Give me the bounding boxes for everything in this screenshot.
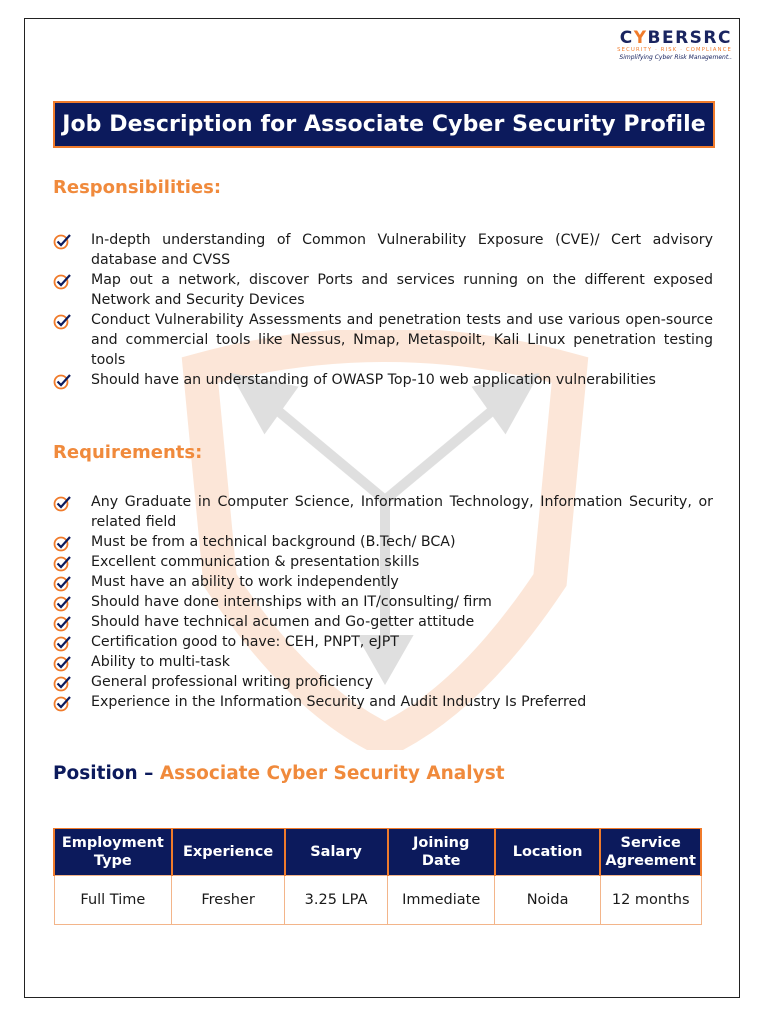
list-item xyxy=(53,572,713,592)
list-item xyxy=(53,692,713,712)
list-item xyxy=(53,652,713,672)
table-cell: Immediate xyxy=(388,876,495,925)
title-banner xyxy=(53,101,715,148)
checkmark-circle-icon xyxy=(53,574,73,592)
list-item xyxy=(53,672,713,692)
column-header: Location xyxy=(495,829,601,876)
checkmark-circle-icon xyxy=(53,554,73,572)
checkmark-circle-icon xyxy=(53,534,73,552)
list-item-text: Should have done internships with an IT/consulting/ firm xyxy=(91,594,492,610)
list-item-text: Any Graduate in Computer Science, Information Technology, Information Security, or related field xyxy=(91,494,713,530)
checkmark-circle-icon xyxy=(53,312,73,330)
list-item xyxy=(53,370,713,390)
responsibilities-list xyxy=(53,230,713,390)
list-item-text: Should have an understanding of OWASP Top-10 web application vulnerabilities xyxy=(91,372,656,388)
requirements-heading: Requirements: xyxy=(53,442,203,463)
list-item-text: Ability to multi-task xyxy=(91,654,231,670)
job-info-table xyxy=(53,828,702,925)
list-item-text: Certification good to have: CEH, PNPT, eJPT xyxy=(91,634,399,650)
list-item xyxy=(53,230,713,270)
logo-letter-c: C xyxy=(619,28,634,48)
table-row xyxy=(54,876,701,925)
table-header-row xyxy=(54,829,701,876)
position-line xyxy=(53,763,505,784)
page-title: Job Description for Associate Cyber Security Profile xyxy=(62,112,706,137)
list-item xyxy=(53,592,713,612)
table-cell: Full Time xyxy=(54,876,172,925)
checkmark-circle-icon xyxy=(53,614,73,632)
checkmark-circle-icon xyxy=(53,272,73,290)
logo-letters-rest: BERSRC xyxy=(647,28,732,48)
logo-subline: SECURITY · RISK · COMPLIANCE xyxy=(617,47,732,53)
column-header: Experience xyxy=(172,829,285,876)
checkmark-circle-icon xyxy=(53,372,73,390)
list-item-text: General professional writing proficiency xyxy=(91,674,374,690)
responsibilities-heading: Responsibilities: xyxy=(53,177,222,198)
logo-wordmark xyxy=(597,28,732,48)
table-cell: Noida xyxy=(495,876,601,925)
table-cell: 3.25 LPA xyxy=(285,876,388,925)
checkmark-circle-icon xyxy=(53,594,73,612)
column-header: Service Agreement xyxy=(600,829,701,876)
list-item-text: Map out a network, discover Ports and services running on the different exposed Network and Security Devices xyxy=(91,272,713,308)
list-item-text: Excellent communication & presentation skills xyxy=(91,554,420,570)
table-cell: 12 months xyxy=(600,876,701,925)
checkmark-circle-icon xyxy=(53,694,73,712)
list-item xyxy=(53,270,713,310)
checkmark-circle-icon xyxy=(53,634,73,652)
list-item xyxy=(53,632,713,652)
list-item xyxy=(53,552,713,572)
logo-letter-y: Y xyxy=(633,28,648,48)
list-item xyxy=(53,612,713,632)
list-item-text: Experience in the Information Security and Audit Industry Is Preferred xyxy=(91,694,587,710)
list-item xyxy=(53,310,713,370)
list-item-text: Must have an ability to work independently xyxy=(91,574,399,590)
list-item-text: In-depth understanding of Common Vulnerability Exposure (CVE)/ Cert advisory database and CVSS xyxy=(91,232,713,268)
column-header: Salary xyxy=(285,829,388,876)
list-item-text: Conduct Vulnerability Assessments and penetration tests and use various open-source and commercial tools like Nessus, Nmap, Metaspoilt, Kali Linux penetration testing tools xyxy=(91,312,713,368)
company-logo xyxy=(597,28,732,61)
checkmark-circle-icon xyxy=(53,654,73,672)
logo-tagline: Simplifying Cyber Risk Management.. xyxy=(619,54,732,61)
checkmark-circle-icon xyxy=(53,494,73,512)
column-header: Joining Date xyxy=(388,829,495,876)
position-label: Position – xyxy=(53,763,154,784)
list-item-text: Must be from a technical background (B.Tech/ BCA) xyxy=(91,534,456,550)
checkmark-circle-icon xyxy=(53,674,73,692)
requirements-list xyxy=(53,492,713,712)
position-value: Associate Cyber Security Analyst xyxy=(159,763,505,784)
list-item xyxy=(53,492,713,532)
checkmark-circle-icon xyxy=(53,232,73,250)
column-header: Employment Type xyxy=(54,829,172,876)
list-item xyxy=(53,532,713,552)
list-item-text: Should have technical acumen and Go-getter attitude xyxy=(91,614,475,630)
table-cell: Fresher xyxy=(172,876,285,925)
